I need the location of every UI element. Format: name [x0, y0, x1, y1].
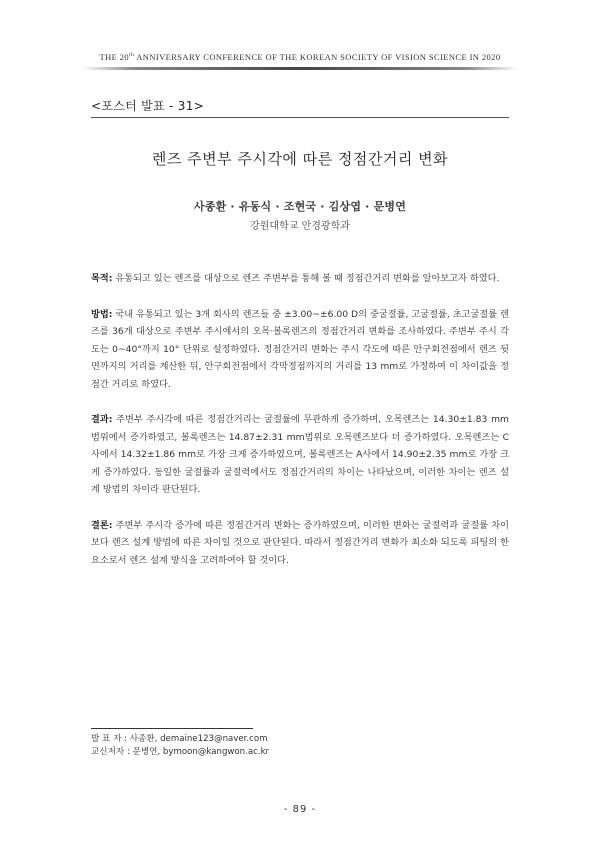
abstract-body: [91, 270, 509, 587]
section-text: 유통되고 있는 렌즈를 대상으로 렌즈 주변부를 통해 볼 때 정점간거리 변화를 알아보고자 하였다.: [112, 273, 500, 284]
header-rule: [82, 67, 518, 70]
section-conclusion: [91, 517, 509, 570]
page-number: - 89 -: [283, 804, 317, 815]
affiliation: 강원대학교 안경광학과: [250, 221, 350, 232]
conference-header: [0, 52, 600, 62]
section-label: 목적:: [91, 273, 113, 284]
section-text: 국내 유통되고 있는 3개 회사의 렌즈들 중 ±3.00~±6.00 D의 중굴절률, 고굴절률, 초고굴절률 렌즈를 36개 대상으로 주변부 주시에서의 오목·볼록렌즈의 정점간거리 변화를 조사하였다. 주변부 주시 각도는 0~40°까지 10° 단위로 설정하였다. 정점간거리 변화는 주시 각도에 따른 안구회전점에서 렌즈 뒷면까지의 거리를 계산한 뒤, 안구회전점에서 각막정점까지의 거리를 13 mm로 가정하여 이 차이값을 정점간 거리로 하였다.: [91, 308, 509, 390]
header-suffix: ANNIVERSARY CONFERENCE OF THE KOREAN SOCIETY OF VISION SCIENCE IN 2020: [134, 52, 501, 62]
section-text: 주변부 주시각 증가에 따른 정점간거리 변화는 증가하였으며, 이러한 변화는 굴절력과 굴절률 차이보다 렌즈 설계 방법에 따른 차이일 것으로 판단된다. 따라서 정점간거리 변화가 최소화 되도록 피팅의 한 요소로서 렌즈 설계 방식을 고려하여야 할 것이다.: [91, 519, 509, 566]
section-purpose: [91, 270, 509, 288]
tag-divider: [91, 117, 509, 118]
section-label: 방법:: [91, 308, 113, 320]
header-prefix: THE 20: [99, 52, 130, 62]
section-label: 결과:: [91, 414, 113, 425]
author-list: 사종환 · 유동식 · 조현국 · 김상엽 · 문병연: [193, 200, 407, 213]
section-label: 결론:: [91, 519, 113, 531]
presenter-footnote: 발 표 자 : 사종환, demaine123@naver.com: [91, 734, 268, 744]
section-method: [91, 306, 509, 394]
poster-tag: <포스터 발표 - 31>: [91, 99, 205, 113]
corresponding-author-footnote: 교신저자 : 문병연, bymoon@kangwon.ac.kr: [91, 746, 270, 757]
paper-title: 렌즈 주변부 주시각에 따른 정점간거리 변화: [151, 150, 449, 168]
footnote-divider: [91, 728, 253, 729]
header-superscript: th: [129, 52, 135, 59]
section-text: 주변부 주시각에 따른 정점간거리는 굴절률에 무관하게 증가하며, 오목렌즈는 14.30±1.83 mm 범위에서 증가하였고, 볼록렌즈는 14.87±2.31 mm범위로 오목렌즈보다 더 증가하였다. 오목렌즈는 C사에서 14.32±1.86 mm로 가장 크게 증가하였으며, 볼록렌즈는 A사에서 14.90±2.35 mm로 가장 크게 증가하였다. 동일한 굴절률과 굴절력에서도 정점간거리의 차이는 나타났으며, 이러한 차이는 렌즈 설계 방법의 차이라 판단된다.: [91, 414, 509, 495]
section-result: [91, 411, 509, 499]
footnotes: [91, 733, 269, 758]
